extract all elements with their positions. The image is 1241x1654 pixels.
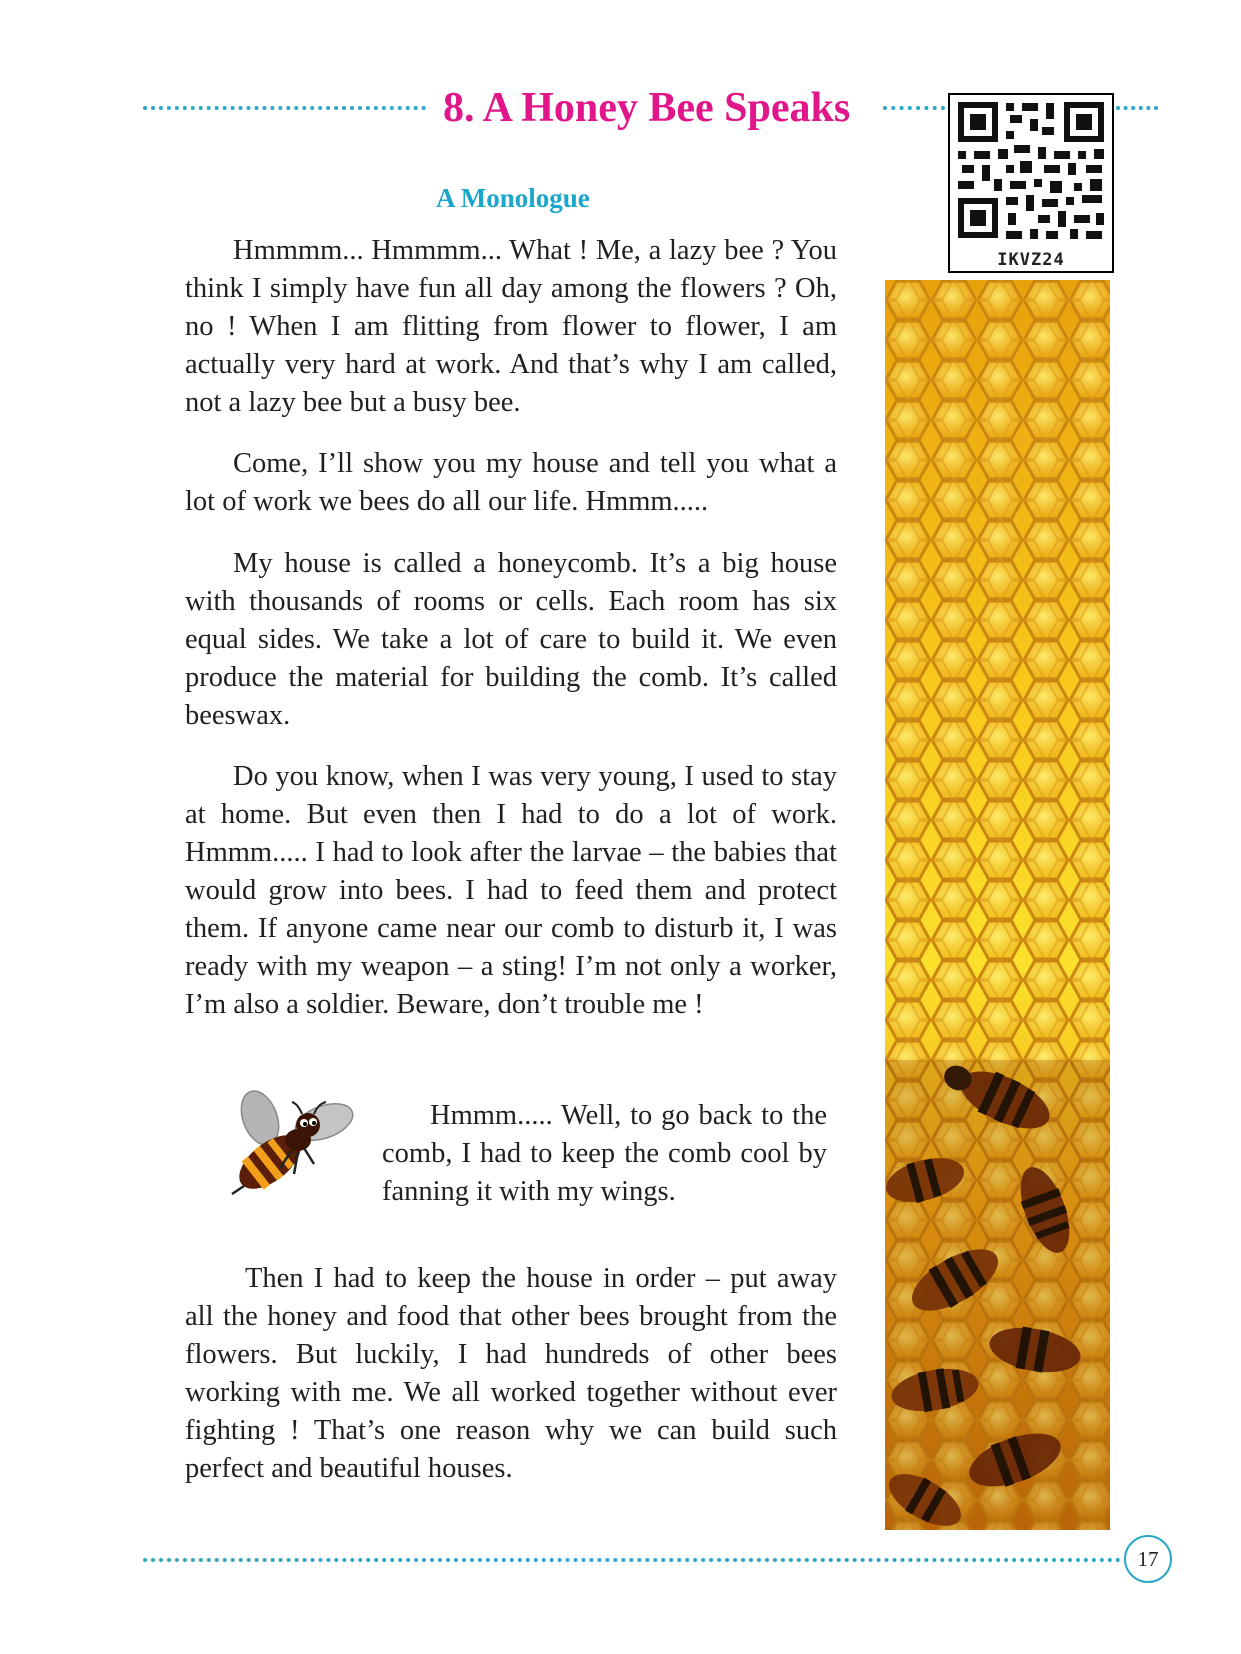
bee-illustration: [222, 1090, 357, 1205]
paragraph-2: Come, I’ll show you my house and tell you what a lot of work we bees do all our life. Hmmm.....: [185, 448, 837, 517]
honeycomb-image: [885, 280, 1110, 1530]
header-dotted-rule-left: [143, 106, 426, 110]
paragraph-3: My house is called a honeycomb. It’s a big house with thousands of rooms or cells. Each room has six equal sides. We take a lot of care to build it. We even produce the material for building the comb. It’s called beeswax.: [185, 548, 837, 731]
footer-dotted-rule: [143, 1558, 1121, 1562]
chapter-title: 8. A Honey Bee Speaks: [443, 85, 851, 131]
page-number: 17: [1124, 1535, 1172, 1583]
subtitle: A Monologue: [436, 183, 590, 213]
header-dotted-rule-middle: [883, 106, 945, 110]
paragraph-4: Do you know, when I was very young, I used to stay at home. But even then I had to do a lot of work. Hmmm..... I had to look after the larvae – the babies that would grow into bees. I had to feed them and protect them. If anyone came near our comb to disturb it, I was ready with my weapon – a sting! I’m not only a worker, I’m also a soldier. Beware, don’t trouble me !: [185, 761, 837, 1020]
qr-code-icon: [950, 95, 1112, 245]
qr-code-label: IKVZ24: [997, 250, 1065, 270]
header-dotted-rule-right: [1116, 106, 1158, 110]
qr-code[interactable]: [948, 93, 1114, 273]
honeycomb-photo: [885, 280, 1110, 1530]
paragraph-5: Hmmm..... Well, to go back to the comb, I had to keep the comb cool by fanning it with my wings.: [382, 1100, 827, 1207]
bee-icon: [222, 1090, 357, 1205]
paragraph-6: Then I had to keep the house in order – put away all the honey and food that other bees brought from the flowers. But luckily, I had hundreds of other bees working with me. We all worked together without ever fighting ! That’s one reason why we can build such perfect and beautiful houses.: [185, 1263, 837, 1484]
paragraph-1: Hmmmm... Hmmmm... What ! Me, a lazy bee ? You think I simply have fun all day among the flowers ? Oh, no ! When I am flitting from flower to flower, I am actually very hard at work. And that’s why I am called, not a lazy bee but a busy bee.: [185, 235, 837, 418]
